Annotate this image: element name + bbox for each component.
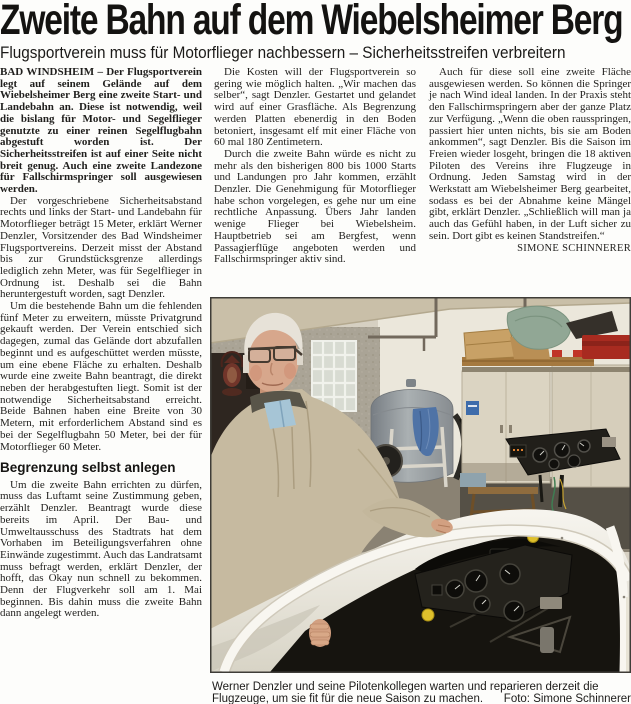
label-sticker	[466, 401, 479, 415]
author-byline: SIMONE SCHINNERER	[517, 242, 631, 254]
glasses	[248, 347, 302, 362]
paragraph-text: Auch für diese soll eine zweite Fläche ausgewiesen werden. So können die Springer je nach Wind ideal landen. In der Praxis steht den Fallschirmspringern aber der ganze Platz zur Verfügung. „Wenn die oben rausspringen, passiert hier unten nichts, bis sie am Boden ankommen“, sagt Denzler. Bis die Saison im Freien wieder losgeht, bringen die 18 aktiven Piloten des Vereins ihre Flugzeuge in Ordnung. Jeden Samstag wird in der Werkstatt am Wiebelsheimer Berg gearbeitet, sodass es bei der Abnahme keine Mängel gibt, erklärt Denzler. „Schließlich will man ja auch das Gefühl haben, in der Luft sicher zu sein. Dort gibt es keinen Standstreifen.“	[429, 66, 631, 242]
workshop-photo-illustration	[210, 297, 631, 673]
paragraph: Die Kosten will der Flugsportverein so gering wie möglich halten. „Wir machen das selber“, sagt Denzler. Gestartet und gelandet wird auf einer Grasfläche. Als Begrenzung werden Platten ebenerdig in den Boden betoniert, insgesamt elf mit einer Fläche von 60 mal 180 Zentimetern.	[214, 66, 416, 149]
subheadline: Flugsportverein muss für Motorflieger nachbessern – Sicherheitsstreifen verbreitern	[0, 43, 566, 62]
article-column-3	[429, 67, 631, 254]
article-column-2	[214, 67, 416, 266]
paragraph: Um die zweite Bahn errichten zu dürfen, muss das Luftamt seine Zustimmung geben, erzählt Denzler. Beantragt wurde diese bereits im April. Der Bau- und Umweltausschuss des Stadtrats hat dem Vorhaben im Beteiligungsverfahren ohne Einwände zugestimmt. Auch das Landratsamt muss befragt werden, erklärt Denzler, der hofft, das Okay nun schnell zu bekommen. Denn der Flugverkehr soll am 1. Mai beginnen. Bis dahin muss die zweite Bahn dann angelegt werden.	[0, 478, 202, 620]
crosshead: Begrenzung selbst anlegen	[0, 460, 176, 476]
headline: Zweite Bahn auf dem Wiebelsheimer Berg	[0, 0, 623, 44]
paragraph: Durch die zweite Bahn würde es nicht zu mehr als den bisherigen 800 bis 1000 Starts und Landungen pro Jahr kommen, erzählt Denzler. Die Genehmigung für Motorflieger habe schon vorgelegen, es gehe nur um eine rechtliche Anpassung. Übers Jahr landen wenige Flieger bei Wiebelsheim. Hauptbetrieb sei am Bergfest, wenn Passagierflüge angeboten werden und Fallschirmspringer aktiv sind.	[214, 147, 416, 266]
paragraph	[429, 66, 631, 254]
yellow-knob	[422, 609, 434, 621]
photo-credit: Foto: Simone Schinnerer	[503, 693, 631, 704]
caption-text: Werner Denzler und seine Pilotenkollegen warten und reparieren derzeit die Flugzeuge, um sie fit für die neue Saison zu machen.	[212, 681, 599, 704]
photo-caption	[212, 681, 631, 704]
paragraph: Der vorgeschriebene Sicherheitsabstand rechts und links der Start- und Landebahn für Motorflieger beträgt 15 Meter, erklärt Werner Denzler, Vorsitzender des Bad Windsheimer Flugsportvereins. Derzeit misst der Abstand bis zur Grundstücksgrenze allerdings lediglich zehn Meter, was für Segelflieger in Ordnung ist. Deshalb sei die Bahn heruntergestuft worden, sagt Denzler.	[0, 194, 202, 301]
paragraph: Um die bestehende Bahn um die fehlenden fünf Meter zu erweitern, müsste Privatgrund gekauft werden. Der Verein entschied sich dagegen, zumal das Gelände dort abzufallen beginnt und es aufgeschüttet werden müsste, um eine ebene Fläche zu erhalten. Deshalb wurde eine zweite Bahn beantragt, die direkt neben der herabgestuften liegt. Somit ist der notwendige Sicherheitsabstand erreicht. Beide Bahnen haben eine Breite von 30 Metern, mit erforderlichem Abstand sind es bei der Segelflugbahn 50 Meter, bei der für Motorflieger 60 Meter.	[0, 300, 202, 453]
left-hand	[309, 619, 331, 647]
workshop-photo	[210, 297, 631, 673]
lead-paragraph: BAD WINDSHEIM – Der Flugsportverein legt auf seinem Gelände auf dem Wiebelsheimer Berg eine zweite Start- und Landebahn an. Diese ist notwendig, weil die bislang für Motor- und Segelflieger genutzte zu einer reinen Segelflugbahn abgestuft worden ist. Der Sicherheitsstreifen ist auf einer Seite nicht breit genug. Auch eine zweite Landezone für Fallschirmspringer soll ausgewiesen werden.	[0, 66, 202, 196]
article-column-1	[0, 67, 202, 620]
